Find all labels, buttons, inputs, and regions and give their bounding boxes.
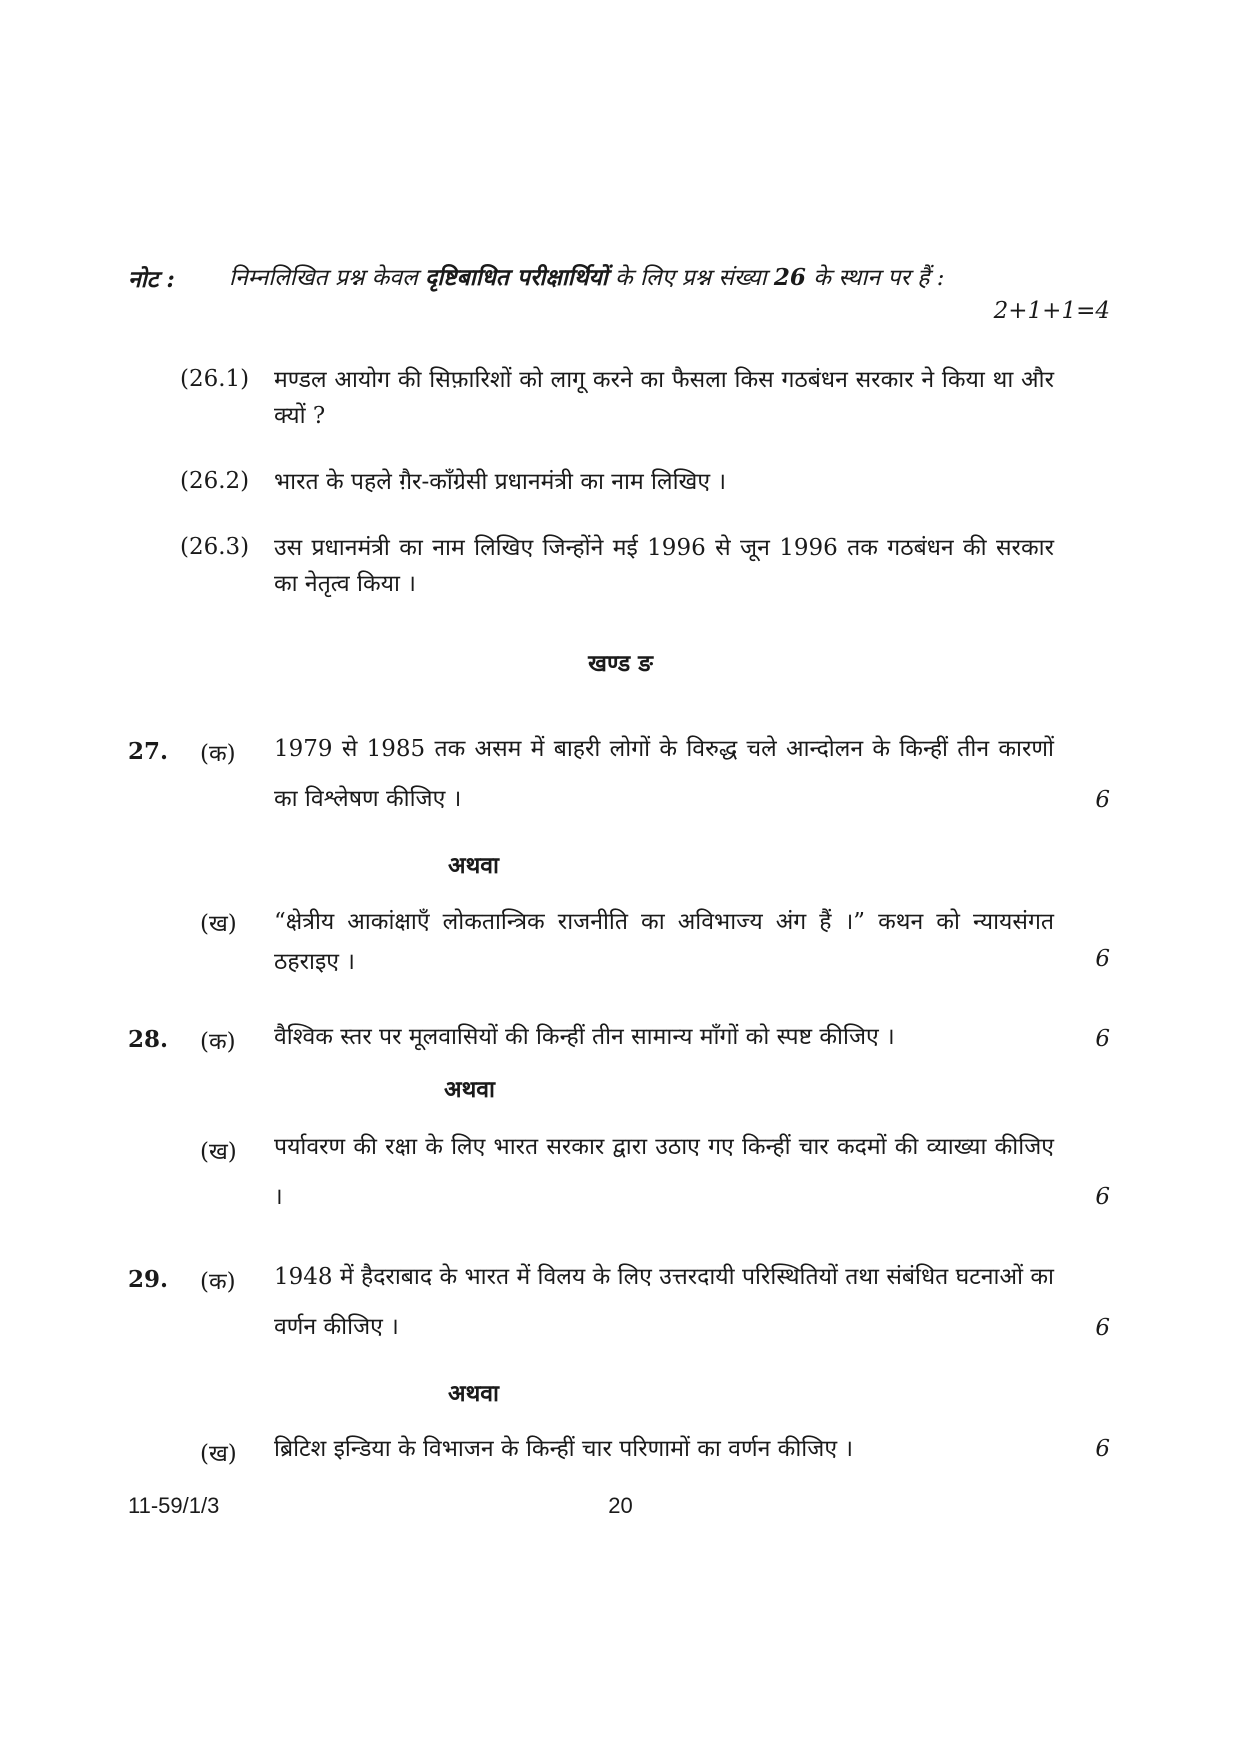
note-label: नोट : bbox=[128, 266, 175, 293]
section-title: खण्ड ङ bbox=[588, 650, 653, 677]
question-marks: 6 bbox=[1095, 1026, 1110, 1052]
question-text: पर्यावरण की रक्षा के लिए भारत सरकार द्वारा उठाए गए किन्हीं चार कदमों की व्याख्या कीजिए । bbox=[274, 1134, 1054, 1210]
sub-question-number: (26.2) bbox=[180, 468, 250, 494]
or-separator: अथवा bbox=[448, 1380, 500, 1407]
question-number: 28. bbox=[128, 1026, 169, 1053]
or-separator: अथवा bbox=[448, 852, 500, 879]
question-marks: 6 bbox=[1095, 1436, 1110, 1462]
paper-code: 11-59/1/3 bbox=[128, 1493, 220, 1518]
note-question-ref: 26 bbox=[773, 264, 806, 291]
sub-question-number: (26.1) bbox=[180, 366, 250, 392]
option-label: (ख) bbox=[200, 1139, 237, 1165]
question-marks: 6 bbox=[1095, 1315, 1110, 1341]
option-label: (ख) bbox=[200, 1441, 237, 1467]
or-separator: अथवा bbox=[444, 1076, 496, 1103]
question-text: 1948 में हैदराबाद के भारत में विलय के लिए उत्तरदायी परिस्थितियों तथा संबंधित घटनाओं का वर्णन कीजिए । bbox=[274, 1264, 1054, 1340]
option-label: (क) bbox=[200, 1269, 236, 1295]
question-marks: 6 bbox=[1095, 946, 1110, 972]
question-text: 1979 से 1985 तक असम में बाहरी लोगों के विरुद्ध चले आन्दोलन के किन्हीं तीन कारणों का विश्लेषण कीजिए । bbox=[274, 736, 1054, 812]
question-text: “क्षेत्रीय आकांक्षाएँ लोकतान्त्रिक राजनीति का अविभाज्य अंग हैं ।” कथन को न्यायसंगत ठहराइए । bbox=[274, 909, 1054, 975]
question-marks: 6 bbox=[1095, 1184, 1110, 1210]
question-text: वैश्विक स्तर पर मूलवासियों की किन्हीं तीन सामान्य माँगों को स्पष्ट कीजिए । bbox=[274, 1024, 895, 1050]
sub-question-text: मण्डल आयोग की सिफ़ारिशों को लागू करने का फैसला किस गठबंधन सरकार ने किया था और क्यों ? bbox=[274, 367, 1054, 429]
question-text: ब्रिटिश इन्डिया के विभाजन के किन्हीं चार परिणामों का वर्णन कीजिए । bbox=[274, 1436, 854, 1462]
sub-question-text: उस प्रधानमंत्री का नाम लिखिए जिन्होंने मई 1996 से जून 1996 तक गठबंधन की सरकार का नेतृत्व किया । bbox=[274, 535, 1054, 597]
option-label: (क) bbox=[200, 741, 236, 767]
page-number: 20 bbox=[608, 1493, 633, 1518]
sub-question-text: भारत के पहले ग़ैर-काँग्रेसी प्रधानमंत्री का नाम लिखिए । bbox=[274, 469, 727, 495]
question-number: 27. bbox=[128, 738, 169, 765]
question-number: 29. bbox=[128, 1266, 169, 1293]
note-emphasis: दृष्टिबाधित परीक्षार्थियों bbox=[425, 264, 608, 291]
sub-question-number: (26.3) bbox=[180, 534, 250, 560]
option-label: (ख) bbox=[200, 911, 237, 937]
option-label: (क) bbox=[200, 1029, 236, 1055]
note-text: निम्नलिखित प्रश्न केवल दृष्टिबाधित परीक्षार्थियों के लिए प्रश्न संख्या 26 के स्थान पर हैं : bbox=[229, 264, 945, 291]
note-marks: 2+1+1=4 bbox=[993, 298, 1110, 324]
question-marks: 6 bbox=[1095, 787, 1110, 813]
